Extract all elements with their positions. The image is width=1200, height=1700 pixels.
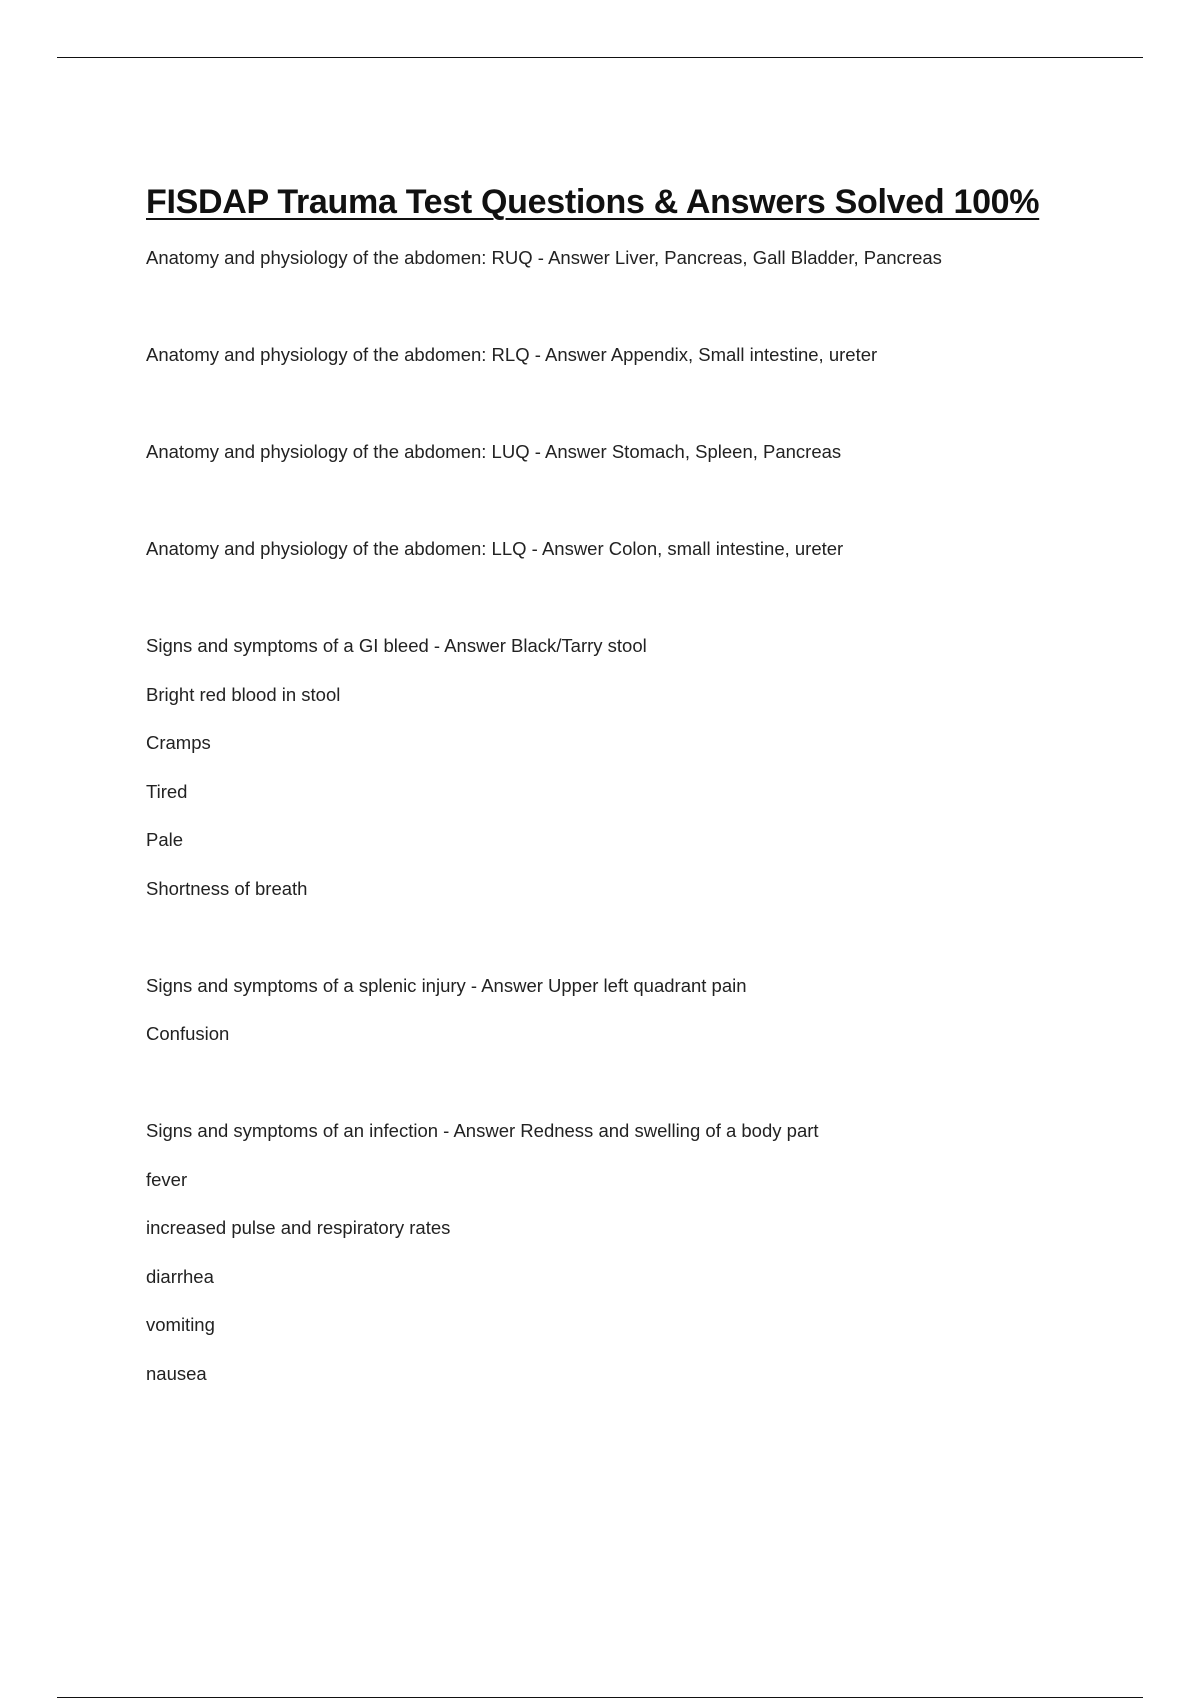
qa-item-splenic-injury: Signs and symptoms of a splenic injury - Answer Upper left quadrant pain (146, 974, 747, 996)
answer-line: vomiting (146, 1314, 215, 1335)
qa-item-gi-bleed: Signs and symptoms of a GI bleed - Answer Black/Tarry stool (146, 635, 647, 656)
answer-line: increased pulse and respiratory rates (146, 1217, 451, 1238)
spacer (146, 1059, 1106, 1108)
top-divider (57, 57, 1143, 58)
qa-item-rlq: Anatomy and physiology of the abdomen: RLQ - Answer Appendix, Small intestine, ureter (146, 344, 878, 365)
spacer (146, 283, 1106, 332)
answer-line: Cramps (146, 732, 211, 753)
bottom-divider (57, 1697, 1143, 1698)
document-title: FISDAP Trauma Test Questions & Answers Solved 100% (146, 183, 1040, 221)
spacer (146, 380, 1106, 429)
spacer (146, 574, 1106, 623)
qa-item-llq: Anatomy and physiology of the abdomen: LLQ - Answer Colon, small intestine, ureter (146, 538, 844, 559)
qa-item-luq: Anatomy and physiology of the abdomen: LUQ - Answer Stomach, Spleen, Pancreas (146, 441, 842, 462)
document-body (146, 176, 1106, 1398)
answer-line: Pale (146, 829, 184, 850)
answer-line: Tired (146, 780, 188, 802)
answer-line: Bright red blood in stool (146, 683, 341, 705)
spacer (146, 913, 1106, 962)
spacer (146, 477, 1106, 526)
answer-line: diarrhea (146, 1265, 214, 1287)
answer-line: fever (146, 1168, 188, 1190)
qa-item-infection: Signs and symptoms of an infection - Answer Redness and swelling of a body part (146, 1120, 819, 1141)
answer-line: nausea (146, 1362, 207, 1384)
qa-item-ruq: Anatomy and physiology of the abdomen: RUQ - Answer Liver, Pancreas, Gall Bladder, Pancreas (146, 247, 942, 268)
answer-line: Confusion (146, 1023, 230, 1044)
answer-line: Shortness of breath (146, 877, 308, 899)
